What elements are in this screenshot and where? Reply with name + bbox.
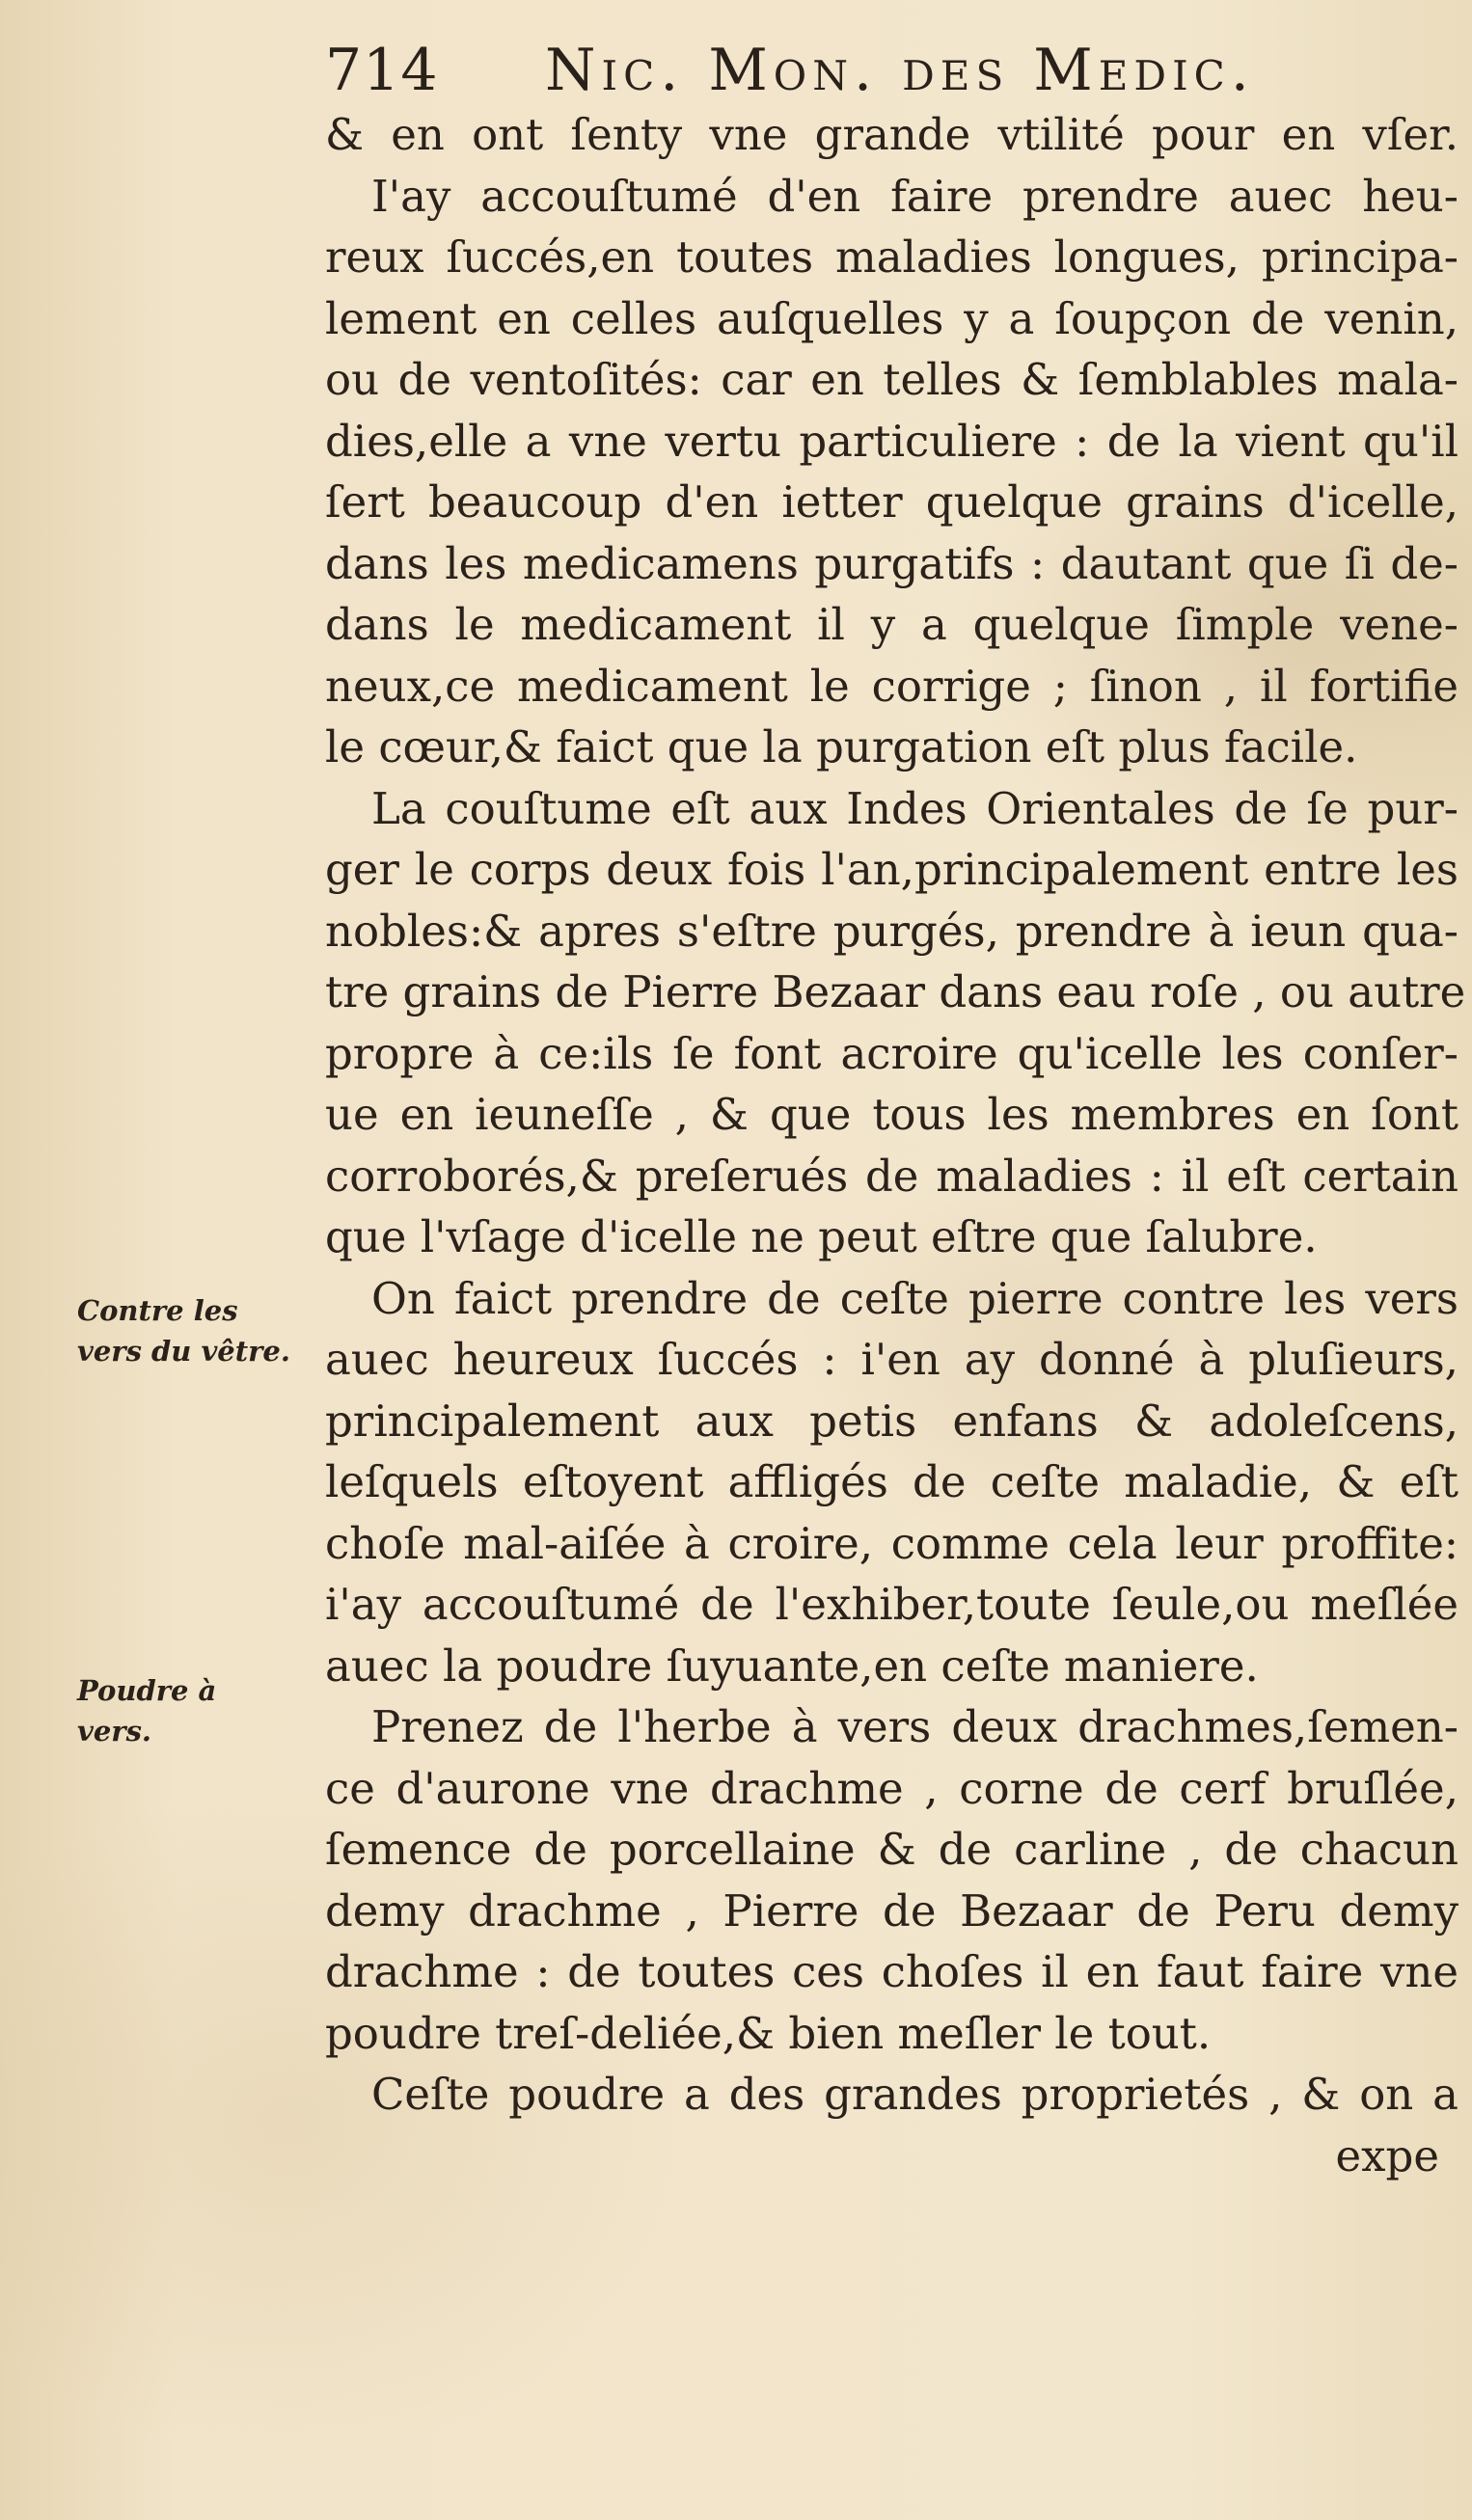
text-line: ce d'aurone vne drachme , corne de cerf bruſlée,	[325, 1762, 1458, 1814]
text-line: ſert beaucoup d'en ietter quelque grains d'icelle,	[325, 476, 1458, 528]
text-line: ou de ventoſités: car en telles & ſemblables mala-	[325, 354, 1458, 405]
margin-note-line: vers du vêtre.	[77, 1335, 290, 1368]
text-line: La couſtume eſt aux Indes Orientales de ſe pur-	[371, 782, 1458, 834]
text-line: le cœur,& faict que la purgation eſt plus facile.	[325, 721, 1358, 772]
text-line: dies,elle a vne vertu particuliere : de la vient qu'il	[325, 415, 1458, 467]
text-line: poudre treſ-deliée,& bien meſler le tout.	[325, 2007, 1212, 2059]
catchword: expe	[1335, 2129, 1439, 2181]
text-line: ue en ieuneſſe , & que tous les membres en ſont	[325, 1089, 1458, 1140]
text-line: tre grains de Pierre Bezaar dans eau roſe , ou autre	[325, 966, 1466, 1017]
text-line: auec la poudre ſuyuante,en ceſte maniere.	[325, 1639, 1259, 1692]
text-line: corroborés,& preſerués de maladies : il eſt certain	[325, 1150, 1458, 1202]
running-title: Nic. Mon. des Medic.	[545, 37, 1255, 104]
running-head	[325, 27, 1319, 114]
text-line: I'ay accouſtumé d'en faire prendre auec heu-	[371, 170, 1458, 222]
text-line: lement en celles auſquelles y a ſoupçon de venin,	[325, 292, 1458, 344]
text-line: ger le corps deux fois l'an,principalement entre les	[325, 844, 1458, 895]
margin-note-line: vers.	[77, 1715, 152, 1748]
margin-note	[77, 1670, 313, 1751]
text-line: principalement aux petis enfans & adoleſcens,	[325, 1395, 1458, 1447]
text-line: reux ſuccés,en toutes maladies longues, principa-	[325, 231, 1458, 283]
page-number: 714	[325, 37, 439, 104]
text-line: dans les medicamens purgatifs : dautant que ſi de-	[325, 537, 1458, 589]
text-line: Ceſte poudre a des grandes proprietés , & on a	[371, 2069, 1458, 2120]
text-line: & en ont ſenty vne grande vtilité pour en vſer.	[325, 109, 1458, 160]
text-line: ſemence de porcellaine & de carline , de chacun	[325, 1824, 1458, 1875]
text-line: neux,ce medicament le corrige ; ſinon , il fortifie	[325, 660, 1458, 712]
text-line: i'ay accouſtumé de l'exhiber,toute ſeule,ou meſlée	[325, 1579, 1458, 1630]
text-line: Prenez de l'herbe à vers deux drachmes,ſemen-	[371, 1701, 1458, 1752]
text-line: dans le medicament il y a quelque ſimple vene-	[325, 599, 1458, 650]
margin-note-line: Poudre à	[77, 1674, 217, 1707]
body-text	[325, 104, 1466, 2186]
margin-note	[77, 1290, 313, 1371]
text-line: demy drachme , Pierre de Bezaar de Peru demy	[325, 1884, 1458, 1937]
margin-note-line: Contre les	[77, 1294, 238, 1327]
text-line: leſquels eſtoyent affligés de ceſte maladie, & eſt	[325, 1456, 1458, 1507]
text-line: que l'vſage d'icelle ne peut eſtre que ſalubre.	[325, 1211, 1318, 1262]
text-line: propre à ce:ils ſe font acroire qu'icelle les conſer-	[325, 1027, 1458, 1079]
text-line: choſe mal-aiſée à croire, comme cela leur proffite:	[325, 1517, 1458, 1569]
text-line: drachme : de toutes ces choſes il en faut faire vne	[325, 1946, 1458, 1997]
text-line: On faict prendre de ceſte pierre contre les vers	[371, 1272, 1458, 1324]
text-line: nobles:& apres s'eſtre purgés, prendre à ieun qua-	[325, 905, 1458, 957]
text-line: auec heureux ſuccés : i'en ay donné à pluſieurs,	[325, 1334, 1458, 1385]
